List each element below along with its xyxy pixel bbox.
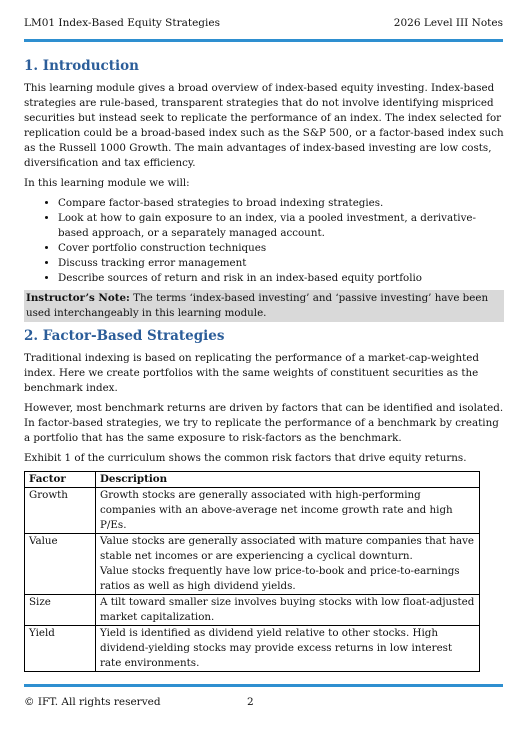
page-header [24,17,503,33]
factor-cell: Yield [25,626,96,672]
intro-paragraph: This learning module gives a broad overview of index-based equity investing. Index-based strategies are rule-based, transparent strategies that do not involve identifying mispriced securities but instead seek to replicate the performance of an index. The index selected for replication could be a broad-based index such as the S&P 500, or a factor-based index such as the Russell 1000 Growth. The main advantages of index-based investing are low costs, diversification and tax efficiency. [24,82,504,169]
description-text: Yield is identified as dividend yield relative to other stocks. High dividend-yielding stocks may provide excess returns in low interest rate environments. [100,627,453,669]
list-item: • Describe sources of return and risk in an index-based equity portfolio [58,271,504,286]
table-row [25,488,480,534]
footer-copyright: © IFT. All rights reserved [24,696,161,708]
factor-paragraph-3: Exhibit 1 of the curriculum shows the common risk factors that drive equity returns. [24,452,467,464]
note-label: Instructor’s Note: [26,292,130,304]
note-text: The terms ‘index-based investing’ and ‘passive investing’ have been used interchangeably in this learning module. [26,292,489,319]
description-cell [96,488,480,534]
section-heading-factor-based: 2. Factor-Based Strategies [24,328,225,344]
instructor-note [24,290,504,322]
table-header-row [25,472,480,488]
factor-cell: Growth [25,488,96,534]
column-header-factor: Factor [25,472,96,488]
description-text: Value stocks are generally associated with mature companies that have stable net incomes or are experiencing a cyclical downturn. [100,535,475,562]
description-text: Growth stocks are generally associated with high-performing companies with an above-average net income growth rate and high P/Es. [100,489,453,531]
list-item: • Discuss tracking error management [58,256,504,271]
list-item: • Cover portfolio construction techniques [58,241,504,256]
factor-cell: Size [25,595,96,626]
header-subtitle: 2026 Level III Notes [393,17,503,29]
factor-cell: Value [25,534,96,595]
main-content [24,58,504,672]
intro-lead-in: In this learning module we will: [24,177,190,189]
section-heading-introduction: 1. Introduction [24,58,139,74]
header-title: LM01 Index-Based Equity Strategies [24,17,220,29]
header-rule [24,39,503,42]
description-cell [96,595,480,626]
description-text: A tilt toward smaller size involves buying stocks with low float-adjusted market capitalization. [100,596,475,623]
page-number: 2 [247,696,254,708]
list-item: • Look at how to gain exposure to an index, via a pooled investment, a derivative-based approach, or a separately managed account. [58,211,504,241]
factor-paragraph-1: Traditional indexing is based on replicating the performance of a market-cap-weighted index. Here we create portfolios with the same weights of constituent securities as the benchmark index. [24,352,479,394]
factor-paragraph-2: However, most benchmark returns are driven by factors that can be identified and isolated. In factor-based strategies, we try to replicate the performance of a benchmark by creating a portfolio that has the same exposure to risk-factors as the benchmark. [24,402,504,444]
objectives-list [24,196,504,286]
table-row [25,534,480,595]
description-cell [96,626,480,672]
description-text: Value stocks frequently have low price-to-book and price-to-earnings ratios as well as high dividend yields. [100,565,460,592]
column-header-description: Description [96,472,480,488]
table-row [25,595,480,626]
risk-factor-table [24,471,480,672]
footer-rule [24,684,503,687]
list-item: • Compare factor-based strategies to broad indexing strategies. [58,196,504,211]
description-cell [96,534,480,595]
table-row [25,626,480,672]
